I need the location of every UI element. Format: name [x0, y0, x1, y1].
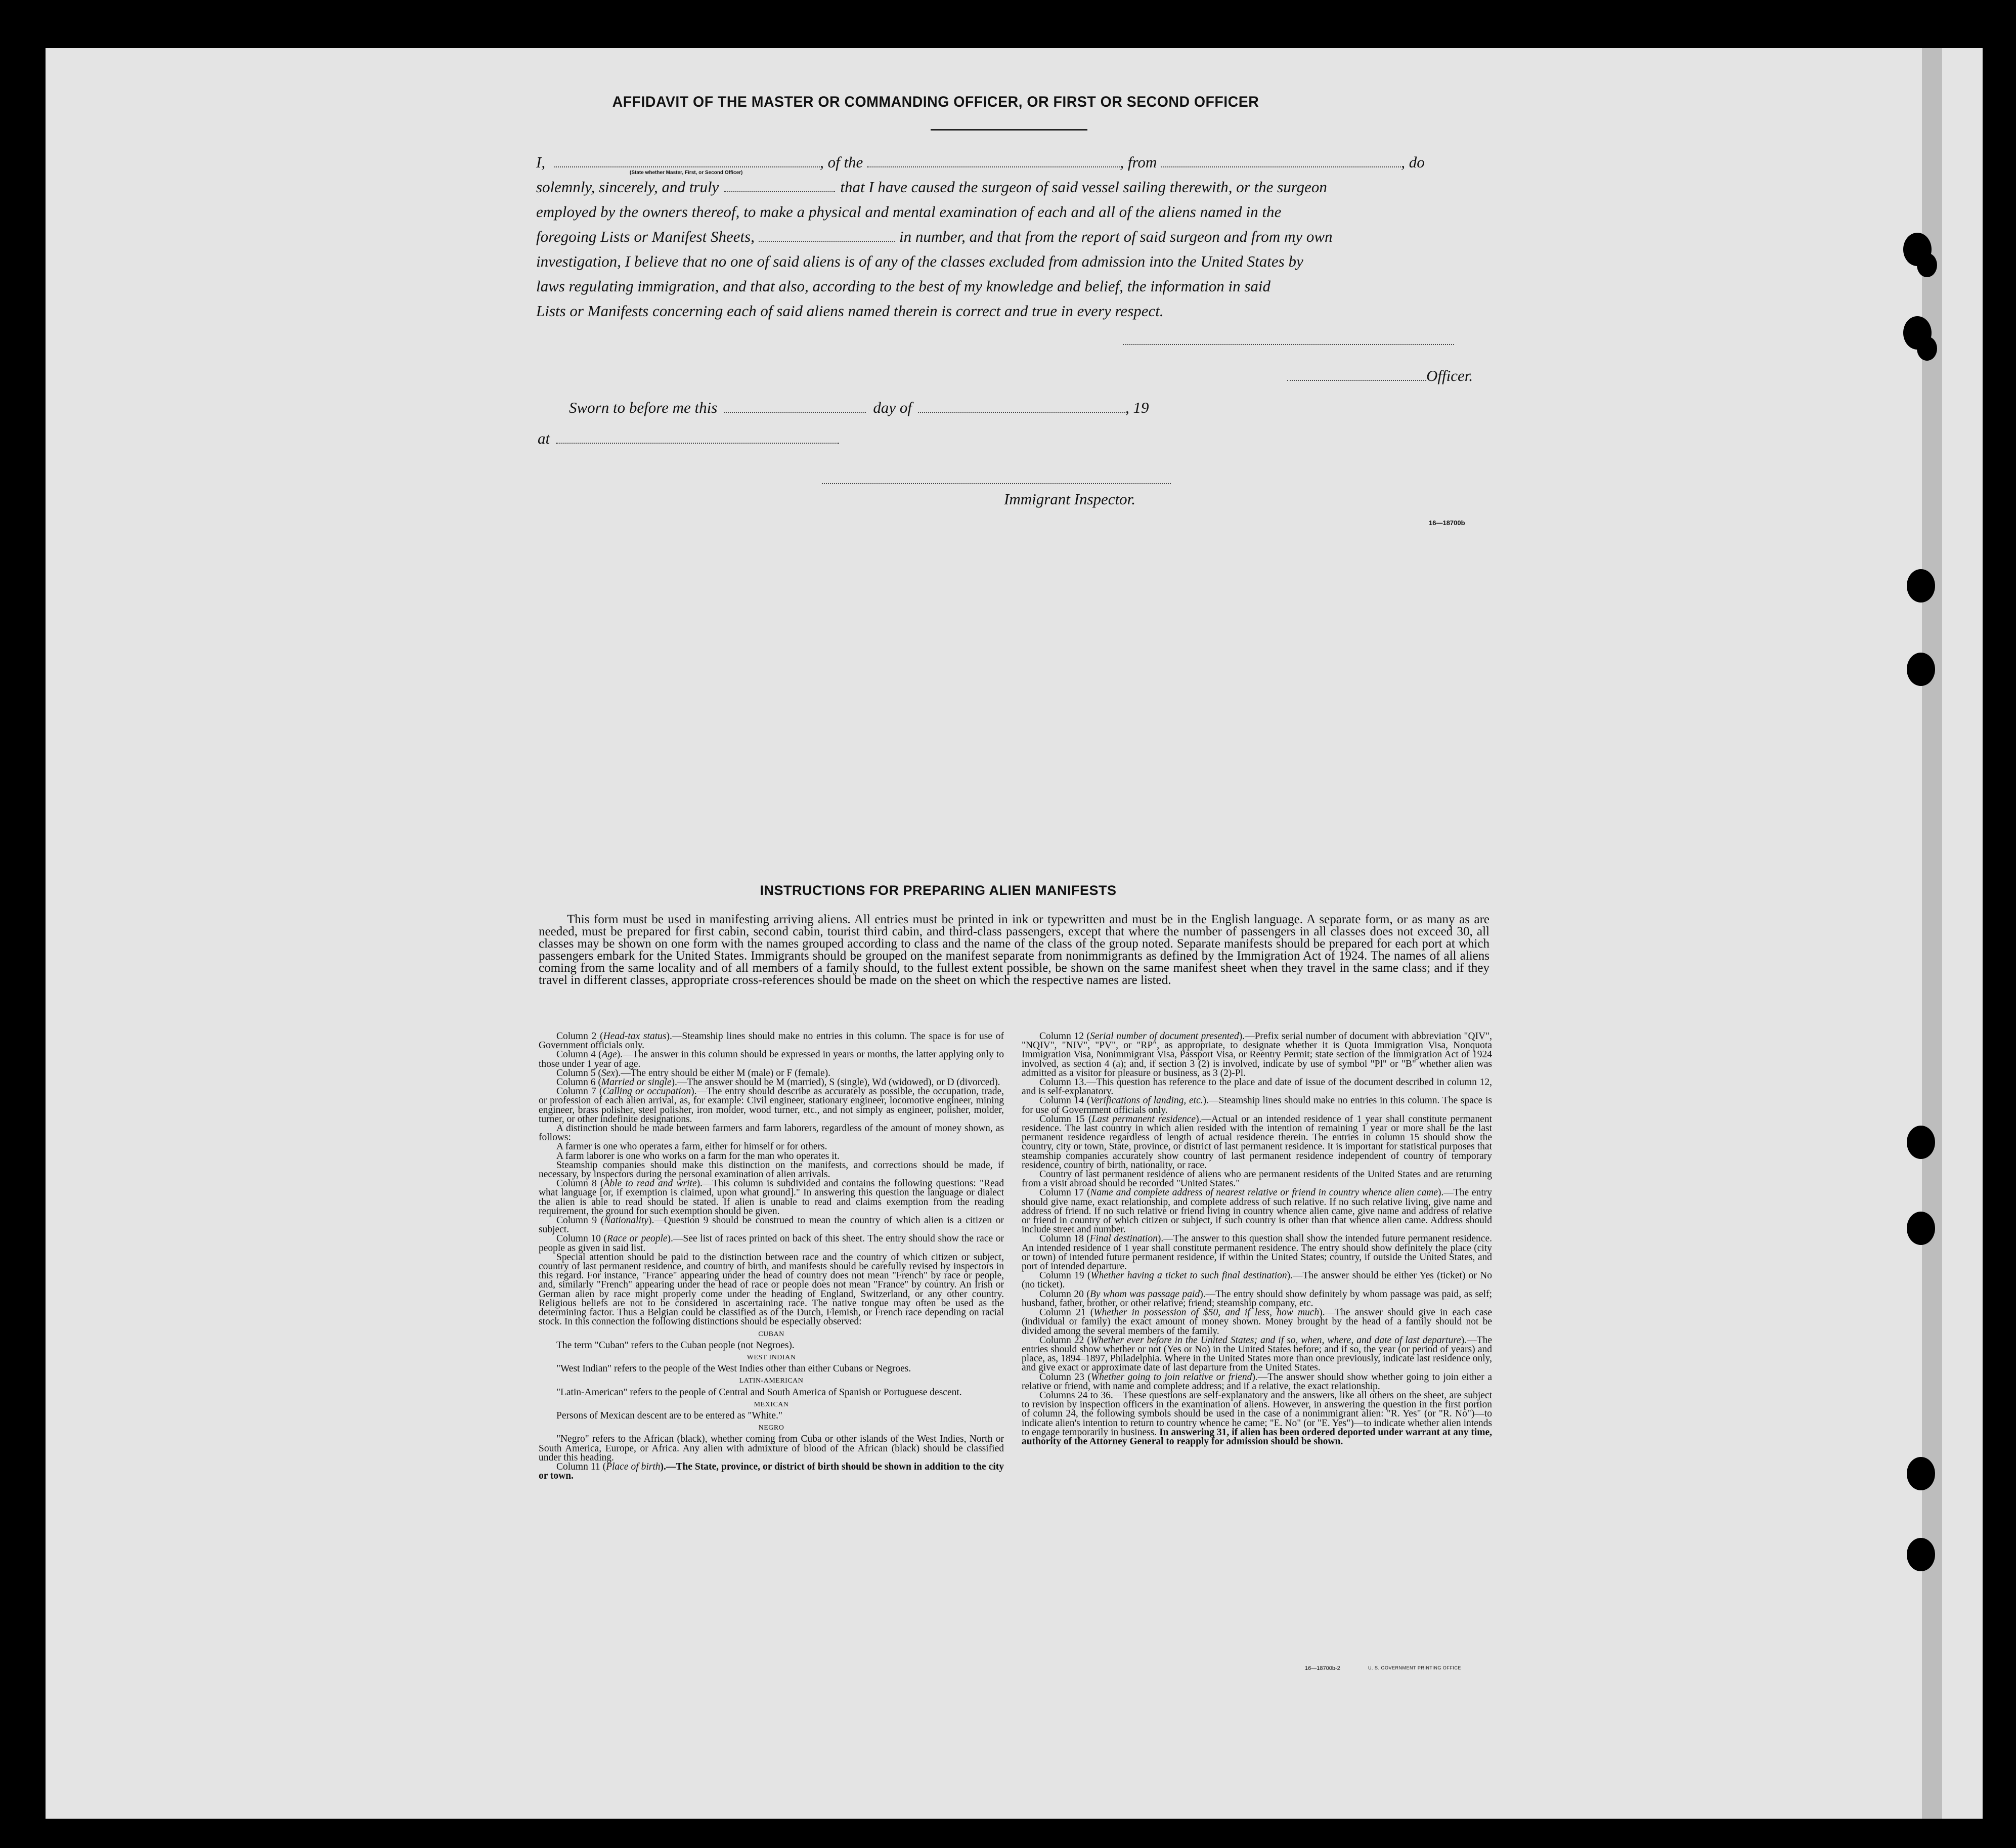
note-heading: Age	[601, 1049, 617, 1060]
note-text: ).—The entry should show definitely by whom passage was paid, as self; husband, father, brother, or other relative; friend; steamship company, etc.	[1022, 1288, 1493, 1309]
note-text: Column 7 (	[556, 1086, 603, 1097]
signature-line[interactable]	[1123, 344, 1454, 345]
note-text: ).—The answer should be either Yes (ticket) or No (no ticket).	[1022, 1270, 1492, 1291]
note-heading: Place of birth	[606, 1461, 661, 1472]
note-text: ).—The entry should be either M (male) or F (female).	[615, 1067, 831, 1079]
mexican-note: Persons of Mexican descent are to be entered as "White."	[556, 1410, 782, 1421]
sworn-text: day of	[873, 399, 912, 416]
note-text: Column 5 (	[556, 1067, 601, 1079]
note-text: Column 15 (	[1039, 1113, 1092, 1125]
negro-note: "Negro" refers to the African (black), whether coming from Cuba or other islands of the West Indies, North or South America, Europe, or Africa. Any alien with admixture of blood of the African (black) should be classified under this heading.	[539, 1434, 1004, 1463]
affidavit-title: AFFIDAVIT OF THE MASTER OR COMMANDING OFFICER, OR FIRST OR SECOND OFFICER	[612, 94, 1259, 110]
affidavit-text: foregoing Lists or Manifest Sheets,	[536, 228, 755, 245]
note-text: ).—Steamship lines should make no entries in this column. The space is for use of Government officials only.	[539, 1031, 1004, 1051]
sworn-line	[569, 395, 1149, 420]
affidavit-line-2	[536, 175, 1327, 199]
vessel-name-field[interactable]	[867, 153, 1120, 167]
cuban-note: The term "Cuban" refers to the Cuban people (not Negroes).	[556, 1340, 795, 1351]
columns-24-36-note	[1022, 1391, 1492, 1446]
note-text: ).—Question 9 should be construed to mean the country of which alien is a citizen or subject.	[539, 1215, 1004, 1235]
latin-american-heading: LATIN-AMERICAN	[739, 1377, 804, 1385]
column-20-note	[1022, 1290, 1492, 1308]
note-text: ).—The answer to this question shall show the intended future permanent residence. An intended residence of 1 year shall constitute permanent residence. The entry should show definitely the place (city or town) of intended future permanent residence, if within the United States; country, if outside the United States, and port of intended departure.	[1022, 1233, 1492, 1272]
column-11-note	[539, 1463, 1004, 1481]
note-text: ).—The entry should give name, exact relationship, and complete address of such relative. If no such relative living, give name and address of friend. If no such relative or friend living in country whence alien came, give name and address of relative or friend in country of which citizen or subject, if such country is other than that whence alien came. Address should include street and number.	[1022, 1187, 1492, 1235]
binder-hole	[1907, 1126, 1935, 1159]
farmer-note: A farmer is one who operates a farm, either for himself or for others.	[556, 1141, 827, 1152]
note-text: Column 19 (	[1039, 1270, 1091, 1281]
binder-hole	[1907, 1457, 1935, 1490]
mexican-heading: MEXICAN	[754, 1400, 789, 1408]
affidavit-line-4	[536, 224, 1333, 249]
note-heading: Whether ever before in the United States; and if so, when, where, and date of last departure	[1090, 1335, 1461, 1346]
negro-heading: NEGRO	[758, 1424, 784, 1432]
affidavit-text: in number, and that from the report of said surgeon and from my own	[899, 228, 1333, 245]
column-17-note	[1022, 1188, 1492, 1234]
affidavit-from: , from	[1120, 153, 1157, 171]
note-text: Column 10 (	[556, 1233, 607, 1244]
note-text: Column 6 (	[556, 1077, 601, 1088]
note-heading: Serial number of document presented	[1090, 1031, 1239, 1042]
note-text: Column 8 (	[556, 1178, 604, 1189]
sheet-count-field[interactable]	[759, 228, 895, 242]
column-22-note	[1022, 1336, 1492, 1373]
note-heading: Name and complete address of nearest relative or friend in country whence alien came	[1090, 1187, 1438, 1198]
note-heading: Able to read and write	[603, 1178, 697, 1189]
note-heading: Sex	[601, 1067, 615, 1079]
affidavit-of-the: , of the	[820, 153, 863, 171]
affidavit-line-3: employed by the owners thereof, to make a physical and mental examination of each and all of the aliens named in the	[536, 203, 1282, 221]
inspector-label: Immigrant Inspector.	[1004, 490, 1136, 508]
note-text: ).—Actual or an intended residence of 1 year shall constitute permanent residence. The last country in which alien resided with the intention of remaining 1 year or more shall be the last permanent residence regardless of length of actual residence therein. The entries in column 15 should show the country, city or town, State, province, or district of last permanent residence. It is important for statistical purposes that steamship companies accurately show country of last permanent residence independent of country of temporary residence, country of birth, nationality, or race.	[1022, 1113, 1492, 1171]
note-text: ).—This column is subdivided and contains the following questions: "Read what language [or, if exemption is claimed, upon what ground]." In answering this question the language or dialect the alien is able to read should be stated. If alien is unable to read and claims exemption from the reading requirement, the ground for such exemption should be given.	[539, 1178, 1004, 1217]
column-8-note	[539, 1179, 1004, 1216]
note-text: ).—The entries should show whether or not (Yes or No) in the United States before; and if so, the year (or period of years) and place, as, 1894–1897, Philadelphia. Where in the United States more than once previously, indicate last residence only, and give exact or approximate date of last departure from the United States.	[1022, 1335, 1492, 1373]
note-text: ).—The answer in this column should be expressed in years or months, the latter applying only to those under 1 year of age.	[539, 1049, 1004, 1069]
note-text: Column 20 (	[1039, 1288, 1090, 1300]
swear-affirm-field[interactable]	[724, 178, 835, 192]
sworn-text: Sworn to before me this	[569, 399, 718, 416]
note-heading: Whether having a ticket to such final destination	[1090, 1270, 1287, 1281]
affidavit-text: that I have caused the surgeon of said vessel sailing therewith, or the surgeon	[840, 178, 1327, 196]
note-heading: Whether going to join relative or friend	[1091, 1371, 1252, 1383]
note-text: Column 2 (	[556, 1031, 603, 1042]
at-label: at	[538, 429, 550, 447]
note-text: ).—The State, province, or district of birth should be shown in addition to the city or town.	[539, 1461, 1004, 1482]
note-text: ).—The answer should show whether going to join either a relative or friend, with name and complete address; and if a relative, the exact relationship.	[1022, 1371, 1493, 1392]
note-text: In answering 31, if alien has been ordered deported under warrant at any time, authority of the Attorney General to reapply for admission should be shown.	[1022, 1427, 1493, 1447]
cuban-heading: CUBAN	[758, 1330, 784, 1338]
note-text: ).—See list of races printed on back of this sheet. The entry should show the race or people as given in said list.	[539, 1233, 1004, 1254]
affidavit-do: , do	[1401, 153, 1425, 171]
column-19-note	[1022, 1271, 1492, 1290]
note-text: Column 12 (	[1039, 1031, 1090, 1042]
note-text: Column 4 (	[556, 1049, 602, 1060]
instructions-right-column	[1022, 1032, 1492, 1446]
note-heading: Race or people	[607, 1233, 668, 1244]
note-text: Columns 24 to 36.—These questions are self-explanatory and the answers, like all others on the sheet, are subject to revision by inspection officers in the examination of aliens. However, in answering the question in the first portion of column 24, the following symbols should be used in the case of a nonimmigrant alien: "R. Yes" (or "R. No")—to indicate alien's intention to return to country whence he came; "E. No" (or "E. Yes")—to indicate whether alien intends to engage temporarily in business.	[1022, 1390, 1492, 1438]
instructions-title: INSTRUCTIONS FOR PREPARING ALIEN MANIFESTS	[760, 883, 1117, 898]
sworn-day-field[interactable]	[724, 399, 866, 413]
sworn-place-field[interactable]	[556, 429, 839, 444]
binder-hole	[1917, 253, 1937, 277]
note-text: Column 14 (	[1039, 1095, 1090, 1106]
title-rule	[931, 129, 1087, 131]
note-text: ).—The answer should be M (married), S (single), Wd (widowed), or D (divorced).	[671, 1077, 1000, 1088]
instructions-left-column	[539, 1032, 1004, 1481]
column-14-note	[1022, 1096, 1492, 1114]
note-text: Column 23 (	[1039, 1371, 1091, 1383]
steamship-note: Steamship companies should make this distinction on the manifests, and corrections should be made, if necessary, by inspectors during the personal examination of alien arrivals.	[539, 1159, 1004, 1180]
note-text: ).—Steamship lines should make no entries in this column. The space is for use of Government officials only.	[1022, 1095, 1493, 1115]
sworn-year-label: , 19	[1125, 399, 1149, 416]
binder-hole	[1907, 569, 1935, 603]
note-text: ).—The entry should describe as accurately as possible, the occupation, trade, or profession of each alien arrival, as, for example: Civil engineer, stationary engineer, locomotive engineer, mining engineer, brass polisher, steel polisher, iron molder, wood turner, etc., and not simply as engineer, polisher, molder, turner, or other indefinite designations.	[539, 1086, 1004, 1125]
latin-american-note: "Latin-American" refers to the people of Central and South America of Spanish or Portuguese descent.	[556, 1387, 962, 1398]
column-18-note	[1022, 1234, 1492, 1271]
note-text: Column 9 (	[556, 1215, 604, 1226]
form-number: 16—18700b	[1429, 519, 1465, 527]
inspector-signature-line[interactable]	[822, 483, 1171, 484]
note-heading: Last permanent residence	[1091, 1113, 1196, 1125]
note-text: Column 11 (	[556, 1461, 606, 1472]
note-text: ).—Prefix serial number of document with abbreviation "QIV", "NQIV", "NIV", "PV", or "RP", as appropriate, to designate whether it is Quota Immigration Visa, Nonquota Immigration Visa, Nonimmigrant Visa, Passport Visa, or Reentry Permit; state section of the Immigration Act of 1924 involved, as section 4 (a); and, if section 3 (2) is involved, indicate by use of symbol "Pl" or "B" whether alien was admitted as a visitor for pleasure or business, as 3 (2)-Pl.	[1022, 1031, 1492, 1079]
officer-label: Officer.	[1426, 367, 1473, 384]
note-text: Column 17 (	[1039, 1187, 1090, 1198]
note-heading: By whom was passage paid	[1089, 1288, 1200, 1300]
affidavit-line-7: Lists or Manifests concerning each of said aliens named therein is correct and true in every respect.	[536, 302, 1164, 320]
column-13-note: Column 13.—This question has reference to the place and date of issue of the document described in column 12, and is self-explanatory.	[1022, 1077, 1492, 1097]
affidavit-line-6: laws regulating immigration, and that also, according to the best of my knowledge and belief, the information in said	[536, 277, 1271, 295]
state-note: (State whether Master, First, or Second Officer)	[630, 170, 743, 176]
column-10-note	[539, 1234, 1004, 1253]
note-text: Column 21 (	[1039, 1307, 1094, 1318]
binder-hole	[1907, 1538, 1935, 1571]
column-9-note	[539, 1216, 1004, 1234]
column-15-note	[1022, 1115, 1492, 1170]
column-23-note	[1022, 1373, 1492, 1391]
note-text: Column 22 (	[1039, 1335, 1090, 1346]
binder-hole	[1907, 653, 1935, 686]
note-heading: Married or single	[601, 1077, 672, 1088]
note-heading: Calling or occupation	[602, 1086, 691, 1097]
binder-hole	[1917, 336, 1937, 361]
note-heading: Nationality	[604, 1215, 648, 1226]
binder-hole	[1907, 1212, 1935, 1245]
west-indian-heading: WEST INDIAN	[747, 1353, 796, 1361]
note-heading: Head-tax status	[603, 1031, 667, 1042]
special-attention-note: Special attention should be paid to the distinction between race and the country of which citizen or subject, country of last permanent residence, and country of birth, and manifests should be carefully revised by inspectors in this regard. For instance, "France" appearing under the head of country does not mean "French" by race or people, and, similarly "French" appearing under the head of race or people does not mean "France" by country. An Irish or German alien by race might properly come under the heading of England, Switzerland, or any other country. Religious beliefs are not to be considered in ascertaining race. The native tongue may often be used as the determining factor. Thus a Belgian could be classified as of the Dutch, Flemish, or French race depending on racial stock. In this connection the following distinctions should be especially observed:	[539, 1252, 1004, 1327]
column-4-note	[539, 1050, 1004, 1068]
note-text: ).—The answer should give in each case (individual or family) the exact amount of money shown. Money brought by the head of a family should not be divided among the several members of the family.	[1022, 1307, 1492, 1337]
column-21-note	[1022, 1308, 1492, 1336]
port-field[interactable]	[1161, 153, 1401, 167]
affidavit-i: I,	[536, 153, 546, 171]
note-text: Column 18 (	[1039, 1233, 1090, 1244]
officer-line	[1287, 363, 1473, 388]
footer-form-number: 16—18700b-2	[1305, 1665, 1340, 1671]
column-2-note	[539, 1032, 1004, 1050]
note-heading: Whether in possession of $50, and if less, how much	[1093, 1307, 1320, 1318]
footer-printer: U. S. GOVERNMENT PRINTING OFFICE	[1368, 1665, 1461, 1670]
officer-rank-field[interactable]	[554, 153, 820, 167]
sworn-month-field[interactable]	[918, 399, 1125, 413]
laborer-note: A farm laborer is one who works on a farm for the man who operates it.	[556, 1150, 840, 1162]
affidavit-text: solemnly, sincerely, and truly	[536, 178, 719, 196]
column-7-note	[539, 1087, 1004, 1124]
column-12-note	[1022, 1032, 1492, 1078]
note-heading: Final destination	[1089, 1233, 1158, 1244]
officer-signature-field[interactable]	[1287, 367, 1426, 381]
note-heading: Verifications of landing, etc.	[1090, 1095, 1203, 1106]
country-residence-note: Country of last permanent residence of aliens who are permanent residents of the United States and are returning from a visit abroad should be recorded "United States."	[1022, 1169, 1492, 1189]
distinction-note: A distinction should be made between farmers and farm laborers, regardless of the amount of money shown, as follows:	[539, 1123, 1004, 1143]
west-indian-note: "West Indian" refers to the people of the West Indies other than either Cubans or Negroes.	[556, 1363, 911, 1374]
instructions-intro: This form must be used in manifesting arriving aliens. All entries must be printed in ink or typewritten and must be in the English language. A separate form, or as many as are needed, must be prepared for first cabin, second cabin, tourist third cabin, and third-class passengers, except that where the number of passengers in all classes does not exceed 30, all classes may be shown on one form with the names grouped according to class and the name of the class of the group noted. Separate manifests should be prepared for each port at which passengers embark for the United States. Immigrants should be grouped on the manifest separate from nonimmigrants as defined by the Immigration Act of 1924. The names of all aliens coming from the same locality and of all members of a family should, to the fullest extent possible, be shown on the same manifest sheet when they travel in the same class; and if they travel in different classes, appropriate cross-references should be made on the sheet on which the respective names are listed.	[539, 913, 1489, 987]
affidavit-line-5: investigation, I believe that no one of said aliens is of any of the classes excluded from admission into the United States by	[536, 252, 1303, 270]
at-line	[538, 426, 839, 451]
